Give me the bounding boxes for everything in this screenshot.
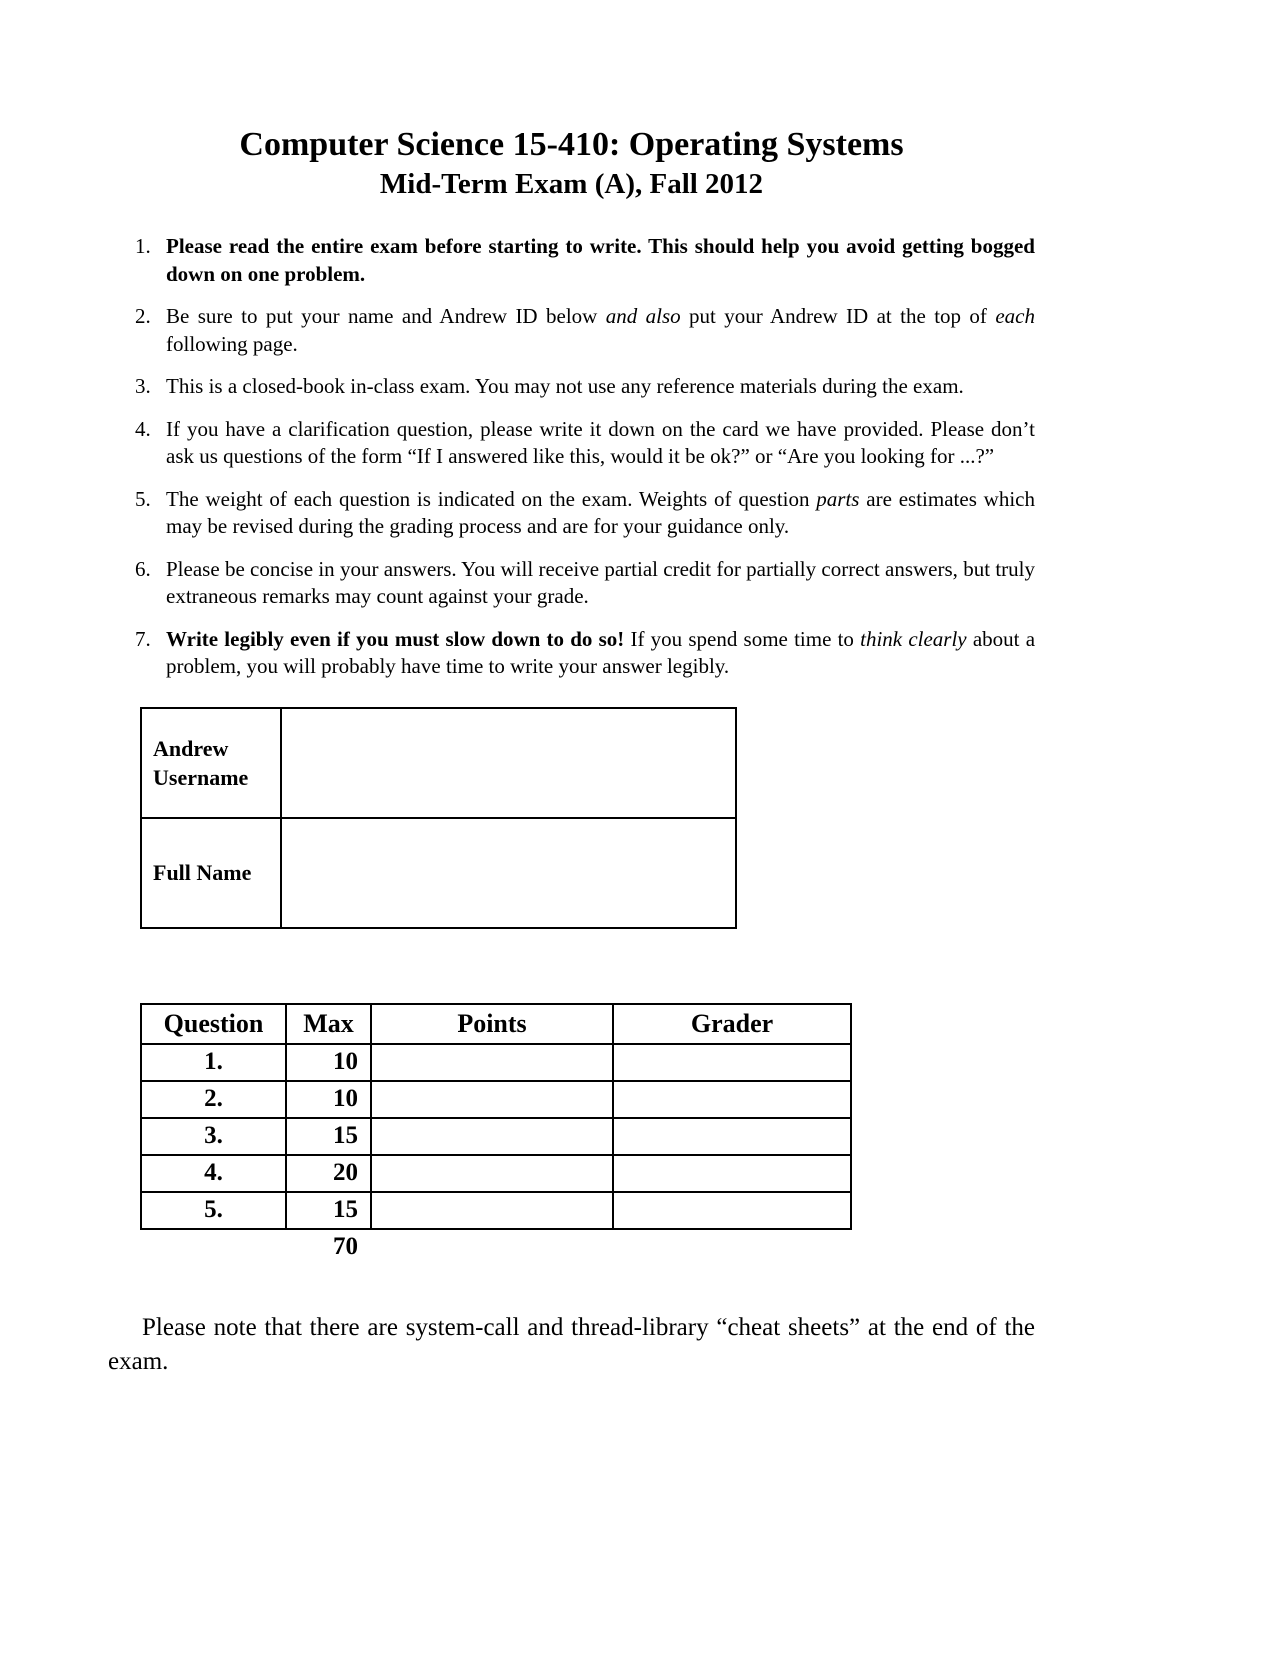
points-cell — [371, 1081, 613, 1118]
instruction-number: 3. — [135, 374, 151, 398]
grading-header-question: Question — [141, 1004, 286, 1044]
grading-header-max: Max — [286, 1004, 371, 1044]
text-segment: and also — [605, 304, 681, 328]
grading-row — [141, 1081, 851, 1118]
instruction-text — [166, 416, 1035, 471]
grading-row — [141, 1155, 851, 1192]
text-segment: Write legibly even if you must slow down to do so! — [166, 626, 625, 651]
identity-table — [140, 707, 737, 929]
instruction-number: 4. — [135, 416, 151, 441]
grading-header-points: Points — [371, 1004, 613, 1044]
text-segment: parts — [816, 486, 860, 511]
identity-row — [141, 818, 736, 928]
text-segment: If you have a clarification question, please write it down on the card we have provided. Please don’t ask us questions of the form “If I answered like this, would it be ok?” or “Are you looking for ...?” — [166, 416, 1035, 468]
max-points-cell: 10 — [286, 1044, 371, 1081]
max-points-cell: 20 — [286, 1155, 371, 1192]
max-points-cell: 10 — [286, 1081, 371, 1118]
instruction-text — [166, 626, 1035, 681]
max-points-cell: 15 — [286, 1118, 371, 1155]
instruction-item — [135, 486, 1035, 541]
grading-row — [141, 1044, 851, 1081]
instruction-item — [135, 556, 1035, 611]
text-segment: Be sure to put your name and Andrew ID below — [166, 304, 606, 328]
points-cell — [371, 1155, 613, 1192]
text-segment: are estimates which may be revised during the grading process and are for your guidance only. — [166, 486, 1035, 538]
instructions-list — [135, 233, 1035, 681]
grading-row — [141, 1118, 851, 1155]
grading-header-grader: Grader — [613, 1004, 851, 1044]
text-segment: about a problem, you will probably have time to write your answer legibly. — [166, 626, 1036, 678]
instruction-number: 6. — [135, 556, 151, 581]
question-number-cell: 5. — [141, 1192, 286, 1229]
grader-cell — [613, 1081, 851, 1118]
document-header — [108, 126, 1035, 201]
grader-cell — [613, 1192, 851, 1229]
instruction-item — [135, 373, 1035, 401]
instruction-item — [135, 303, 1035, 358]
instruction-item — [135, 626, 1035, 681]
identity-row — [141, 708, 736, 818]
text-segment: each — [995, 304, 1035, 328]
instruction-number: 1. — [135, 234, 151, 258]
text-segment: put your Andrew ID at the top of — [680, 304, 996, 328]
grading-header-row — [141, 1004, 851, 1044]
text-segment: following page. — [166, 331, 298, 356]
document-subtitle: Mid-Term Exam (A), Fall 2012 — [379, 168, 764, 200]
text-segment: Please read the entire exam before starting to write. This should help you avoid getting bogged down on one problem. — [166, 234, 1035, 286]
question-number-cell: 3. — [141, 1118, 286, 1155]
identity-label: Full Name — [141, 818, 281, 928]
instruction-number: 5. — [135, 486, 151, 511]
total-max-value: 70 — [333, 1232, 358, 1260]
instruction-item — [135, 416, 1035, 471]
grader-cell — [613, 1118, 851, 1155]
document-title: Computer Science 15-410: Operating Systems — [239, 126, 904, 163]
instruction-number: 2. — [135, 304, 151, 328]
max-points-cell: 15 — [286, 1192, 371, 1229]
identity-label: Andrew Username — [141, 708, 281, 818]
points-cell — [371, 1044, 613, 1081]
instruction-text — [166, 556, 1035, 611]
text-segment: If you spend some time to — [624, 626, 861, 651]
instruction-text — [166, 303, 1035, 358]
question-number-cell: 2. — [141, 1081, 286, 1118]
instruction-number: 7. — [135, 626, 151, 651]
question-number-cell: 4. — [141, 1155, 286, 1192]
text-segment: The weight of each question is indicated on the exam. Weights of question — [166, 486, 817, 511]
instruction-text — [166, 233, 1035, 288]
instruction-text — [166, 486, 1035, 541]
points-cell — [371, 1118, 613, 1155]
instruction-item — [135, 233, 1035, 288]
identity-value-cell — [281, 708, 736, 818]
instruction-text — [166, 373, 1035, 401]
grader-cell — [613, 1155, 851, 1192]
text-segment: Please be concise in your answers. You will receive partial credit for partially correct answers, but truly extraneous remarks may count against your grade. — [166, 556, 1035, 608]
points-cell — [371, 1192, 613, 1229]
question-number-cell: 1. — [141, 1044, 286, 1081]
grader-cell — [613, 1044, 851, 1081]
text-segment: think clearly — [860, 626, 967, 651]
grading-total-row — [140, 1233, 370, 1261]
text-segment: This is a closed-book in-class exam. You may not use any reference materials during the exam. — [166, 374, 964, 398]
identity-value-cell — [281, 818, 736, 928]
footer-note: Please note that there are system-call and thread-library “cheat sheets” at the end of the exam. — [108, 1313, 1035, 1375]
grading-row — [141, 1192, 851, 1229]
grading-table — [140, 1003, 852, 1230]
